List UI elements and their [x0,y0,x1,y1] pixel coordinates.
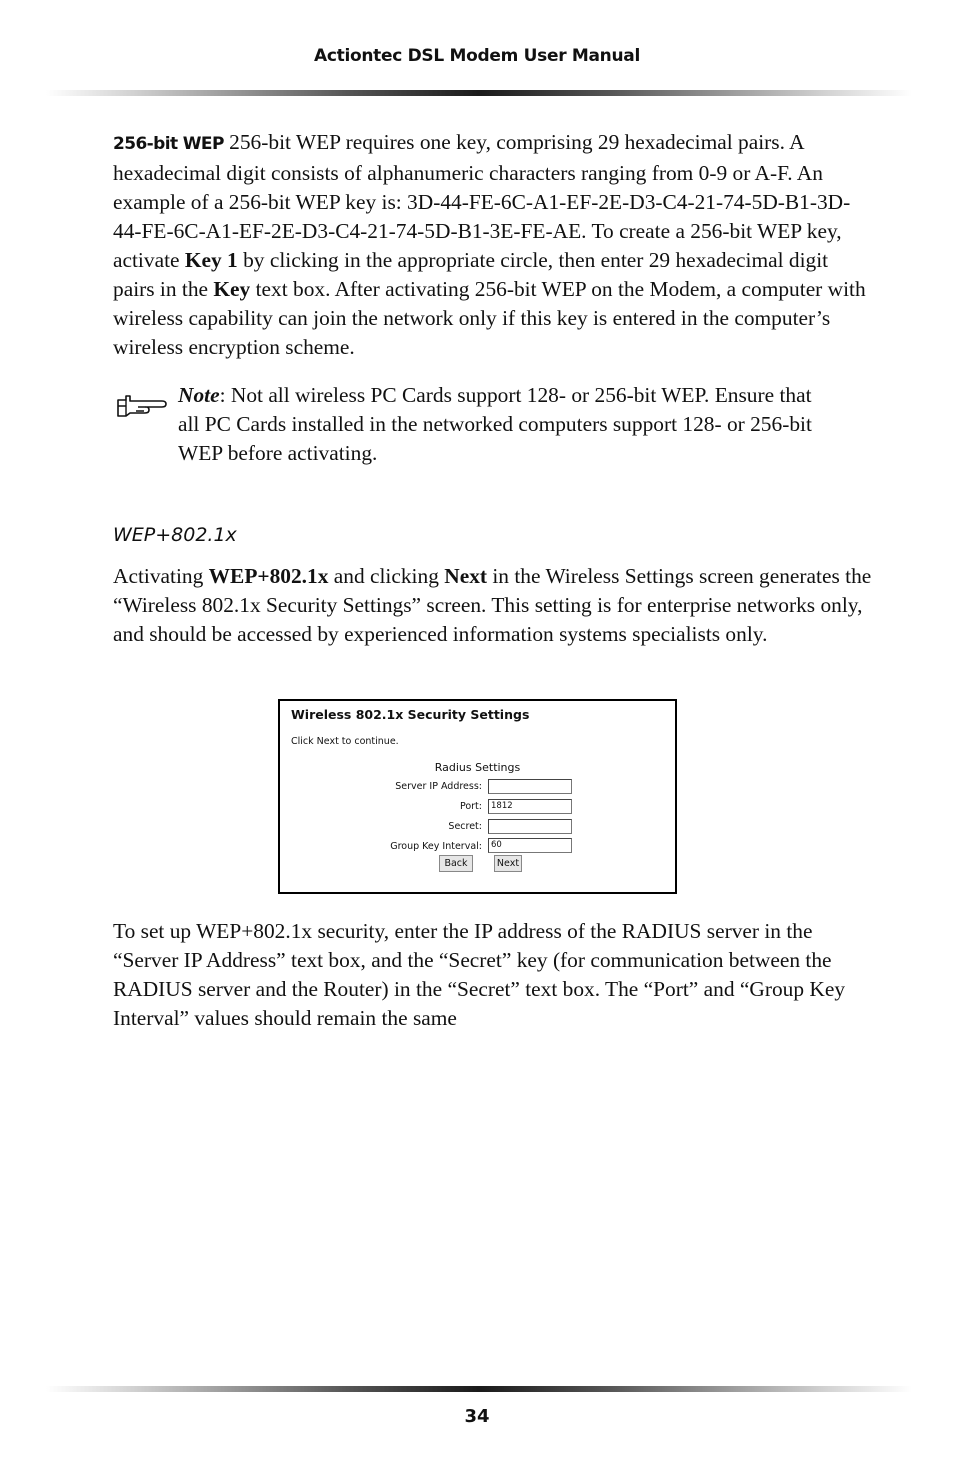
note-label: Note [178,383,220,407]
server-ip-input[interactable] [488,779,572,794]
back-button[interactable]: Back [439,855,473,872]
header-rule [46,90,912,96]
group-key-interval-input[interactable]: 60 [488,838,572,853]
next-button[interactable]: Next [494,855,522,872]
section-heading: WEP+802.1x [113,524,237,546]
wep256-heading: 256-bit WEP [113,134,224,154]
footer-rule [46,1386,912,1392]
radius-settings-heading: Radius Settings [434,761,521,774]
closing-paragraph: To set up WEP+802.1x security, enter the IP address of the RADIUS server in the “Server IP Address” text box, and the “Secret” key (for communication between the RADIUS server and the Router) in the “Secret” text box. The “Port” and “Group Key Interval” values should remain the same [113,919,846,1030]
page-number: 34 [464,1406,490,1427]
settings-screenshot [278,699,677,894]
pointing-hand-icon [116,392,168,418]
server-ip-label: Server IP Address: [395,781,482,792]
secret-label: Secret: [448,821,482,832]
running-header: Actiontec DSL Modem User Manual [313,46,640,66]
port-input[interactable]: 1812 [488,799,572,814]
group-key-interval-label: Group Key Interval: [390,841,482,852]
note-paragraph: Note: Not all wireless PC Cards support 128- or 256-bit WEP. Ensure that all PC Cards installed in the networked computers support 128- or 256-bit WEP before activating. [178,383,812,465]
wep8021x-paragraph: Activating WEP+802.1x and clicking Next in the Wireless Settings screen generates the “Wireless 802.1x Security Settings” screen. This setting is for enterprise networks only, and should be accessed by experienced information systems specialists only. [113,564,872,646]
screenshot-title: Wireless 802.1x Security Settings [291,707,530,722]
port-label: Port: [459,801,482,812]
wep256-paragraph: 256-bit WEP 256-bit WEP requires one key, comprising 29 hexadecimal pairs. A hexadecimal digit consists of alphanumeric characters ranging from 0-9 or A-F. An example of a 256-bit WEP key is: 3D-44-FE-6C-A1-EF-2E-D3-C4-21-74-5D-B1-3D-44-FE-6C-A1-EF-2E-D3-C4-21-74-5D-B1-3E-FE-AE. To create a 256-bit WEP key, activate Key 1 by clicking in the appropriate circle, then enter 29 hexadecimal digit pairs in the Key text box. After activating 256-bit WEP on the Modem, a computer with wireless capability can join the network only if this key is entered in the computer’s wireless encryption scheme. [113,130,866,359]
secret-input[interactable] [488,819,572,834]
screenshot-instruction: Click Next to continue. [291,736,399,747]
